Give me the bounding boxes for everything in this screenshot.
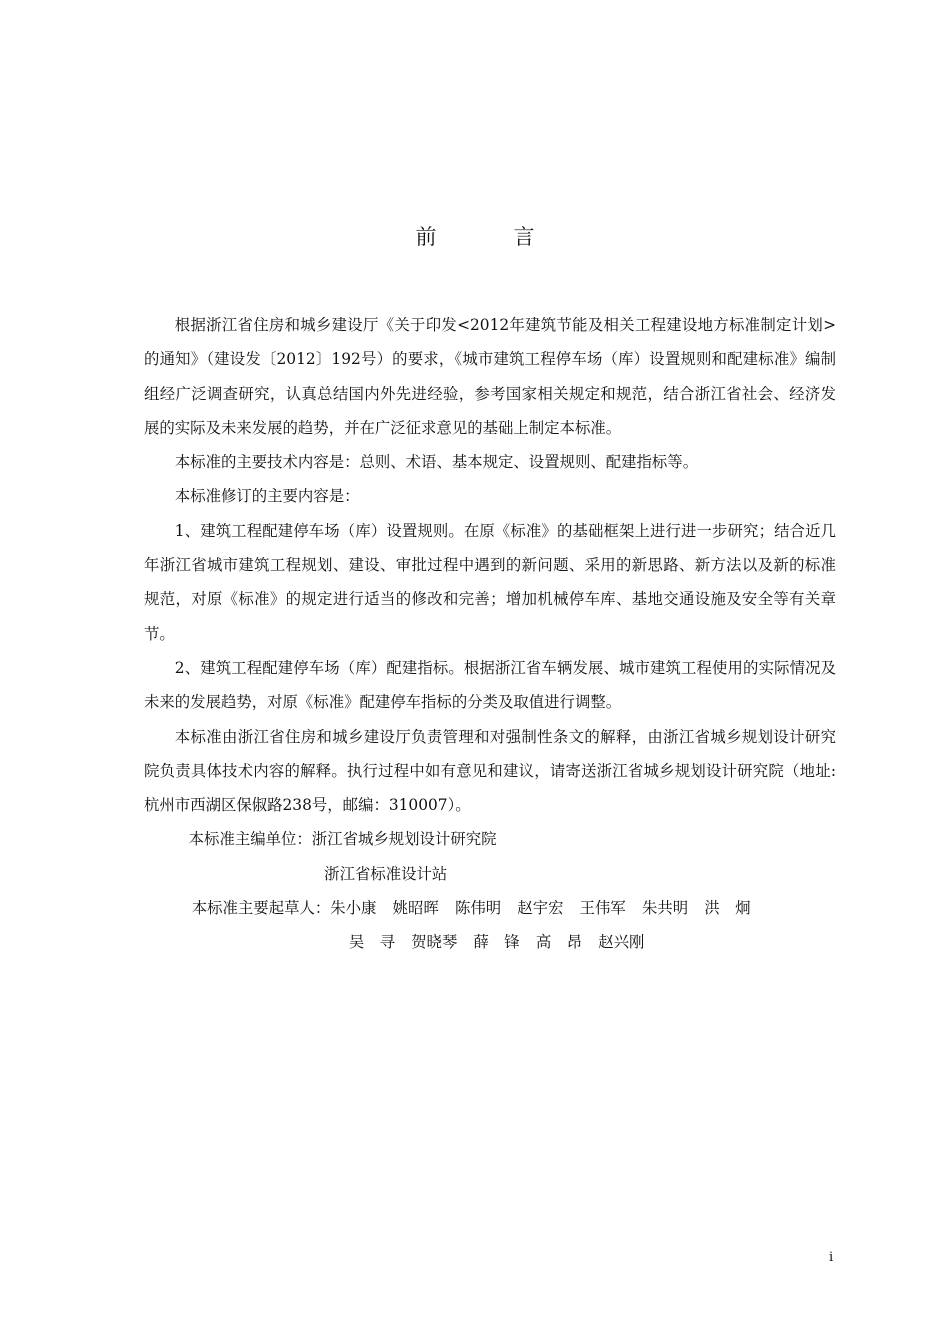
chief-unit: 浙江省城乡规划设计研究院: [311, 830, 497, 849]
drafter-name: 洪 炯: [704, 899, 751, 918]
drafters-row-1: [144, 891, 836, 925]
drafter-name: 朱共明: [641, 899, 689, 918]
drafter-name: 吴 寻: [348, 933, 395, 952]
drafter-name: 赵宇宏: [517, 899, 564, 918]
drafters-label: 本标准主要起草人：: [191, 899, 331, 918]
drafter-name: 王伟军: [579, 899, 626, 918]
drafter-name: 朱小康: [330, 899, 377, 918]
paragraph-background: 根据浙江省住房和城乡建设厅《关于印发<2012年建筑节能及相关工程建设地方标准制定计划>的通知》（建设发〔2012〕192号）的要求，《城市建筑工程停车场（库）设置规则和配建标准》编制组经广泛调查研究，认真总结国内外先进经验，参考国家相关规定和规范，结合浙江省社会、经济发展的实际及未来发展的趋势，并在广泛征求意见的基础上制定本标准。: [144, 316, 836, 437]
paragraph-revision-item-1: 1、建筑工程配建停车场（库）设置规则。在原《标准》的基础框架上进行进一步研究；结合近几年浙江省城市建筑工程规划、建设、审批过程中遇到的新问题、采用的新思路、新方法以及新的标准规范，对原《标准》的规定进行适当的修改和完善；增加机械停车库、基地交通设施及安全等有关章节。: [144, 521, 836, 643]
paragraph-revision-intro: 本标准修订的主要内容是：: [174, 487, 360, 506]
drafter-name: 高 昂: [535, 933, 583, 952]
drafter-name: 赵兴刚: [598, 933, 645, 952]
chief-unit-row-2: [144, 857, 836, 891]
chief-unit-row-1: [144, 822, 836, 856]
page-title: 前 言: [415, 225, 563, 249]
drafter-name: 贺晓琴: [411, 933, 458, 952]
paragraph-revision-item-2: 2、建筑工程配建停车场（库）配建指标。根据浙江省车辆发展、城市建筑工程使用的实际情况及未来的发展趋势，对原《标准》配建停车指标的分类及取值进行调整。: [144, 658, 836, 712]
page-number: i: [829, 1250, 834, 1265]
chief-units-label: 本标准主编单位：: [188, 830, 312, 849]
preface-body: [144, 308, 836, 960]
paragraph-management: 本标准由浙江省住房和城乡建设厅负责管理和对强制性条文的解释，由浙江省城乡规划设计研究院负责具体技术内容的解释。执行过程中如有意见和建议，请寄送浙江省城乡规划设计研究院（地址:杭州市西湖区保俶路238号，邮编：310007）。: [144, 727, 836, 815]
drafter-name: 姚昭晖: [392, 899, 439, 918]
chief-unit: 浙江省标准设计站: [324, 864, 448, 883]
drafters-row-2: [144, 925, 836, 959]
paragraph-technical-content: 本标准的主要技术内容是：总则、术语、基本规定、设置规则、配建指标等。: [174, 453, 699, 472]
drafter-name: 薛 锋: [473, 933, 520, 952]
drafter-name: 陈伟明: [454, 899, 502, 918]
